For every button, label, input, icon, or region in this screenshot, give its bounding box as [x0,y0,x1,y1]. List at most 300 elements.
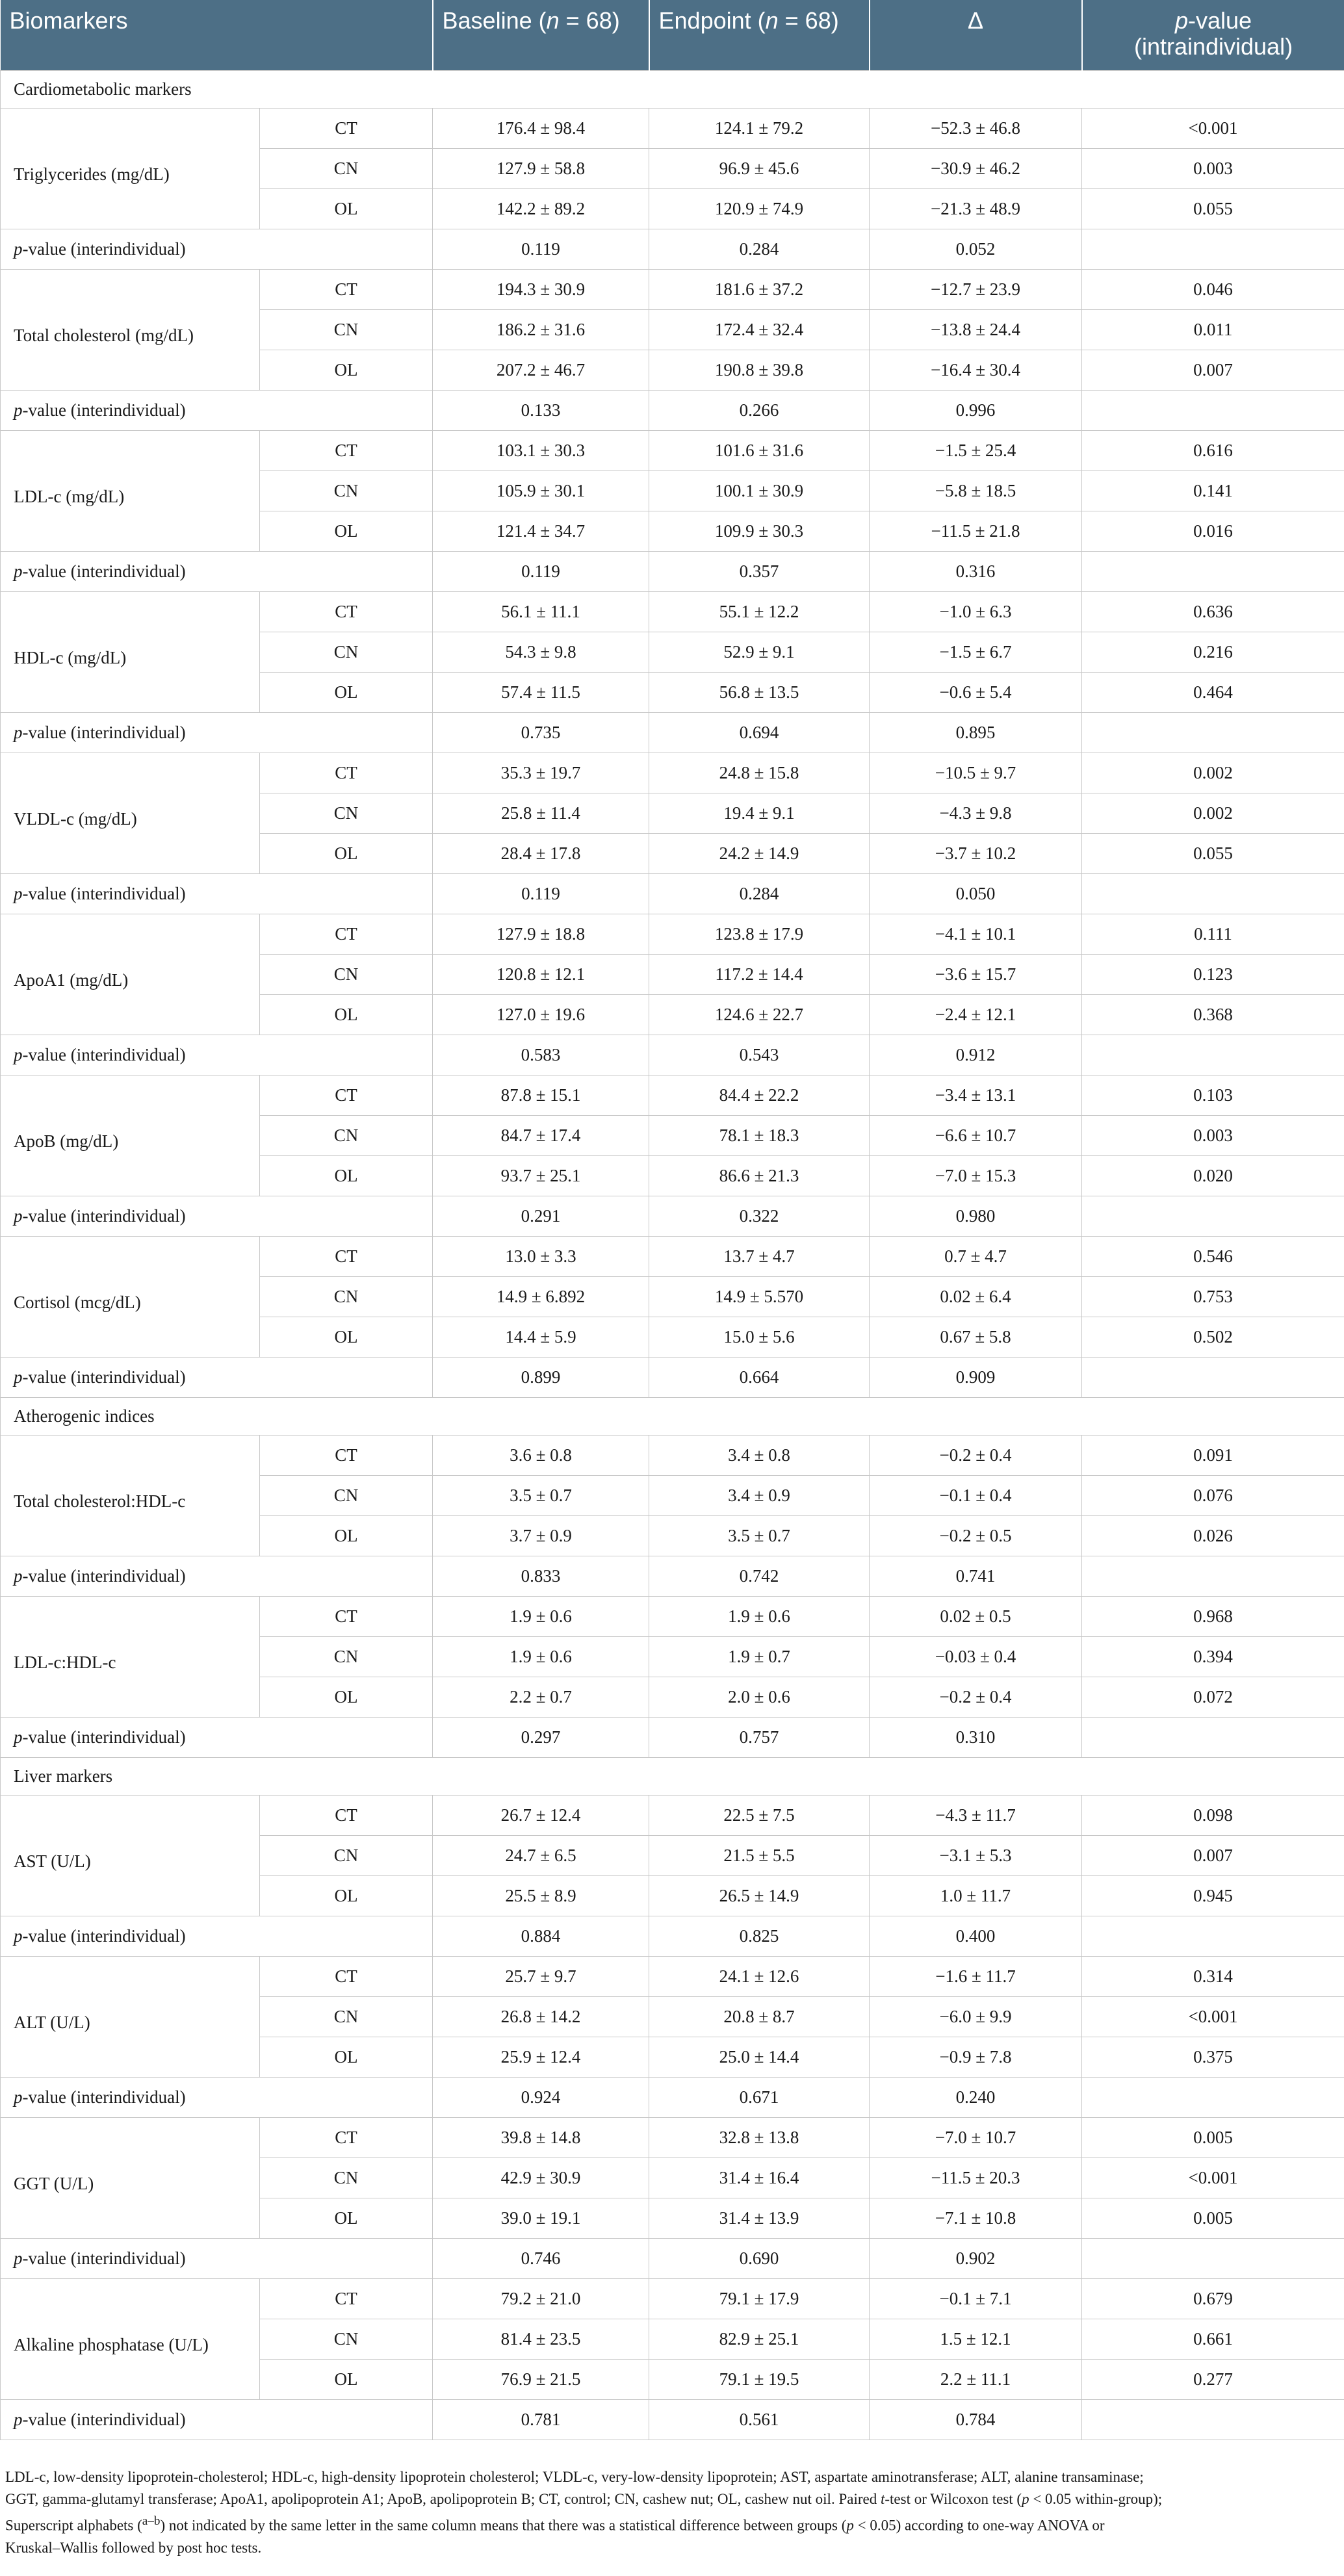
pvalue-inter-empty [1082,551,1344,591]
footnote-line: Superscript alphabets ($^{a-b}$) not indicated by the same letter in the same column means that there was a statistical difference between groups (p < 0.05) according to one-way ANOVA or [5,2514,1105,2534]
pvalue-inter-empty [1082,390,1344,430]
pvalue-inter-text: -value (interindividual) [22,400,186,420]
section-title: Cardiometabolic markers [1,70,1344,108]
group-cell: CN [260,470,433,511]
pvalue-inter-baseline: 0.884 [433,1916,649,1956]
delta-cell: −3.7 ± 10.2 [870,833,1082,873]
pvalue-intra-cell: 0.141 [1082,470,1344,511]
endpoint-cell: 82.9 ± 25.1 [649,2319,870,2359]
baseline-cell: 25.7 ± 9.7 [433,1956,649,1996]
pvalue-inter-baseline: 0.781 [433,2399,649,2440]
table-footnote [0,2466,1325,2559]
pvalue-inter-label [1,390,433,430]
pvalue-inter-text: -value (interindividual) [22,1565,186,1586]
pvalue-inter-row [1,390,1344,430]
baseline-cell: 194.3 ± 30.9 [433,269,649,309]
endpoint-cell: 24.2 ± 14.9 [649,833,870,873]
endpoint-cell: 120.9 ± 74.9 [649,188,870,229]
table-header-row [1,0,1344,70]
pvalue-inter-p: p [14,1727,23,1747]
delta-cell: −7.0 ± 15.3 [870,1155,1082,1196]
pvalue-inter-delta: 0.050 [870,873,1082,914]
delta-cell: −3.1 ± 5.3 [870,1835,1082,1875]
pvalue-inter-empty [1082,1916,1344,1956]
pvalue-inter-baseline: 0.119 [433,873,649,914]
group-cell: CN [260,309,433,350]
pvalue-inter-empty [1082,229,1344,269]
baseline-cell: 176.4 ± 98.4 [433,108,649,148]
pvalue-intra-cell: 0.636 [1082,591,1344,632]
pvalue-inter-empty [1082,1196,1344,1236]
pvalue-inter-empty [1082,1717,1344,1757]
biomarker-name: ApoB (mg/dL) [1,1075,260,1196]
pvalue-intra-cell: 0.098 [1082,1795,1344,1835]
baseline-cell: 186.2 ± 31.6 [433,309,649,350]
footnote-line: LDL-c, low-density lipoprotein-cholesterol; HDL-c, high-density lipoprotein cholesterol; VLDL-c, very-low-density lipoprotein; AST, aspartate aminotransferase; ALT, alanine transaminase; [5,2469,1144,2485]
pvalue-intra-cell: 0.005 [1082,2198,1344,2238]
delta-cell: −1.6 ± 11.7 [870,1956,1082,1996]
pvalue-inter-label [1,1196,433,1236]
group-cell: CN [260,1475,433,1515]
endpoint-cell: 26.5 ± 14.9 [649,1875,870,1916]
pvalue-inter-delta: 0.996 [870,390,1082,430]
section-header-row [1,70,1344,108]
endpoint-cell: 25.0 ± 14.4 [649,2037,870,2077]
pvalue-inter-label [1,1556,433,1596]
pvalue-intra-cell: 0.002 [1082,753,1344,793]
pvalue-inter-label [1,1916,433,1956]
biomarker-name: HDL-c (mg/dL) [1,591,260,712]
group-cell: OL [260,2359,433,2399]
pvalue-inter-text: -value (interindividual) [22,1926,186,1946]
pvalue-inter-text: -value (interindividual) [22,1367,186,1387]
delta-cell: −0.6 ± 5.4 [870,672,1082,712]
pvalue-inter-label [1,2077,433,2117]
pvalue-inter-delta: 0.052 [870,229,1082,269]
table-row [1,269,1344,309]
endpoint-cell: 24.8 ± 15.8 [649,753,870,793]
group-cell: CN [260,2157,433,2198]
header-biomarkers: Biomarkers [1,0,433,70]
endpoint-cell: 24.1 ± 12.6 [649,1956,870,1996]
pvalue-inter-endpoint: 0.322 [649,1196,870,1236]
baseline-cell: 142.2 ± 89.2 [433,188,649,229]
endpoint-cell: 14.9 ± 5.570 [649,1276,870,1317]
pvalue-inter-row [1,2399,1344,2440]
delta-cell: −12.7 ± 23.9 [870,269,1082,309]
pvalue-inter-p: p [14,1565,23,1586]
section-header-row [1,1757,1344,1795]
biomarker-name: Total cholesterol:HDL-c [1,1435,260,1556]
pvalue-intra-cell: 0.055 [1082,833,1344,873]
pvalue-inter-baseline: 0.583 [433,1035,649,1075]
group-cell: CT [260,1075,433,1115]
delta-cell: −0.1 ± 7.1 [870,2278,1082,2319]
baseline-cell: 54.3 ± 9.8 [433,632,649,672]
group-cell: OL [260,2037,433,2077]
group-cell: CN [260,2319,433,2359]
pvalue-inter-empty [1082,2077,1344,2117]
pvalue-intra-cell: 0.011 [1082,309,1344,350]
pvalue-intra-cell: 0.026 [1082,1515,1344,1556]
pvalue-inter-label [1,1717,433,1757]
group-cell: CT [260,430,433,470]
endpoint-cell: 31.4 ± 16.4 [649,2157,870,2198]
biomarker-name: Alkaline phosphatase (U/L) [1,2278,260,2399]
delta-cell: −2.4 ± 12.1 [870,994,1082,1035]
delta-cell: −7.0 ± 10.7 [870,2117,1082,2157]
group-cell: OL [260,350,433,390]
pvalue-inter-delta: 0.316 [870,551,1082,591]
delta-cell: 0.7 ± 4.7 [870,1236,1082,1276]
endpoint-cell: 172.4 ± 32.4 [649,309,870,350]
section-header-row [1,1397,1344,1435]
pvalue-inter-p: p [14,238,23,259]
pvalue-intra-cell: 0.661 [1082,2319,1344,2359]
table-row [1,1956,1344,1996]
table-row [1,430,1344,470]
group-cell: OL [260,672,433,712]
table-row [1,591,1344,632]
delta-cell: −52.3 ± 46.8 [870,108,1082,148]
pvalue-intra-cell: 0.103 [1082,1075,1344,1115]
delta-cell: −3.4 ± 13.1 [870,1075,1082,1115]
baseline-cell: 1.9 ± 0.6 [433,1596,649,1636]
delta-cell: −21.3 ± 48.9 [870,188,1082,229]
baseline-cell: 25.5 ± 8.9 [433,1875,649,1916]
pvalue-inter-p: p [14,722,23,742]
pvalue-inter-endpoint: 0.664 [649,1357,870,1397]
pvalue-inter-label [1,2399,433,2440]
pvalue-inter-text: -value (interindividual) [22,2409,186,2429]
group-cell: CT [260,591,433,632]
group-cell: CN [260,1115,433,1155]
pvalue-inter-endpoint: 0.284 [649,873,870,914]
pvalue-inter-empty [1082,873,1344,914]
pvalue-intra-cell: 0.046 [1082,269,1344,309]
pvalue-inter-label [1,1357,433,1397]
header-baseline: Baseline (n = 68) [433,0,649,70]
endpoint-cell: 109.9 ± 30.3 [649,511,870,551]
delta-cell: −4.1 ± 10.1 [870,914,1082,954]
biomarker-name: LDL-c:HDL-c [1,1596,260,1717]
group-cell: OL [260,1155,433,1196]
endpoint-cell: 3.4 ± 0.8 [649,1435,870,1475]
delta-cell: 1.0 ± 11.7 [870,1875,1082,1916]
group-cell: CN [260,148,433,188]
pvalue-inter-text: -value (interindividual) [22,1727,186,1747]
pvalue-inter-endpoint: 0.690 [649,2238,870,2278]
baseline-cell: 42.9 ± 30.9 [433,2157,649,2198]
pvalue-inter-baseline: 0.746 [433,2238,649,2278]
group-cell: CT [260,108,433,148]
pvalue-inter-baseline: 0.899 [433,1357,649,1397]
delta-cell: −3.6 ± 15.7 [870,954,1082,994]
pvalue-inter-p: p [14,1926,23,1946]
pvalue-inter-row [1,1916,1344,1956]
endpoint-cell: 78.1 ± 18.3 [649,1115,870,1155]
pvalue-inter-row [1,1035,1344,1075]
group-cell: CN [260,632,433,672]
group-cell: CT [260,1795,433,1835]
endpoint-cell: 19.4 ± 9.1 [649,793,870,833]
pvalue-intra-cell: 0.003 [1082,148,1344,188]
delta-cell: 0.02 ± 6.4 [870,1276,1082,1317]
delta-cell: −0.2 ± 0.4 [870,1435,1082,1475]
pvalue-inter-baseline: 0.297 [433,1717,649,1757]
header-pvalue-intra: p-value (intraindividual) [1082,0,1344,70]
group-cell: OL [260,994,433,1035]
pvalue-intra-cell: 0.464 [1082,672,1344,712]
group-cell: CN [260,1636,433,1677]
table-row [1,108,1344,148]
pvalue-inter-row [1,2238,1344,2278]
endpoint-cell: 3.5 ± 0.7 [649,1515,870,1556]
pvalue-inter-delta: 0.400 [870,1916,1082,1956]
biomarker-name: AST (U/L) [1,1795,260,1916]
group-cell: OL [260,1875,433,1916]
delta-cell: −13.8 ± 24.4 [870,309,1082,350]
pvalue-inter-row [1,1196,1344,1236]
table-row [1,1075,1344,1115]
endpoint-cell: 56.8 ± 13.5 [649,672,870,712]
pvalue-inter-p: p [14,1367,23,1387]
pvalue-inter-label [1,551,433,591]
delta-cell: −10.5 ± 9.7 [870,753,1082,793]
endpoint-cell: 55.1 ± 12.2 [649,591,870,632]
pvalue-intra-cell: 0.314 [1082,1956,1344,1996]
pvalue-inter-label [1,873,433,914]
pvalue-intra-cell: 0.007 [1082,350,1344,390]
group-cell: CT [260,1236,433,1276]
endpoint-cell: 101.6 ± 31.6 [649,430,870,470]
footnote-line: Kruskal–Wallis followed by post hoc tests. [5,2539,262,2556]
baseline-cell: 1.9 ± 0.6 [433,1636,649,1677]
pvalue-inter-empty [1082,1035,1344,1075]
group-cell: OL [260,1677,433,1717]
pvalue-inter-row [1,2077,1344,2117]
pvalue-intra-cell: 0.003 [1082,1115,1344,1155]
section-title: Atherogenic indices [1,1397,1344,1435]
pvalue-inter-p: p [14,1205,23,1226]
pvalue-inter-delta: 0.784 [870,2399,1082,2440]
group-cell: OL [260,511,433,551]
baseline-cell: 35.3 ± 19.7 [433,753,649,793]
endpoint-cell: 123.8 ± 17.9 [649,914,870,954]
delta-cell: −0.03 ± 0.4 [870,1636,1082,1677]
pvalue-inter-p: p [14,883,23,903]
pvalue-inter-text: -value (interindividual) [22,883,186,903]
group-cell: CT [260,1596,433,1636]
pvalue-inter-delta: 0.912 [870,1035,1082,1075]
pvalue-intra-cell: 0.055 [1082,188,1344,229]
pvalue-inter-delta: 0.980 [870,1196,1082,1236]
pvalue-inter-p: p [14,2087,23,2107]
pvalue-inter-empty [1082,2238,1344,2278]
delta-cell: 0.67 ± 5.8 [870,1317,1082,1357]
pvalue-inter-delta: 0.902 [870,2238,1082,2278]
baseline-cell: 127.9 ± 18.8 [433,914,649,954]
baseline-cell: 76.9 ± 21.5 [433,2359,649,2399]
table-row [1,1795,1344,1835]
table-row [1,1596,1344,1636]
endpoint-cell: 13.7 ± 4.7 [649,1236,870,1276]
footnote-line: GGT, gamma-glutamyl transferase; ApoA1, apolipoprotein A1; ApoB, apolipoprotein B; CT, control; CN, cashew nut; OL, cashew nut oil. Paired t-test or Wilcoxon test (p < 0.05 within-group); [5,2491,1163,2507]
pvalue-intra-cell: 0.394 [1082,1636,1344,1677]
baseline-cell: 84.7 ± 17.4 [433,1115,649,1155]
delta-cell: 2.2 ± 11.1 [870,2359,1082,2399]
group-cell: CN [260,1276,433,1317]
endpoint-cell: 100.1 ± 30.9 [649,470,870,511]
pvalue-intra-cell: 0.968 [1082,1596,1344,1636]
group-cell: CN [260,1835,433,1875]
pvalue-inter-endpoint: 0.757 [649,1717,870,1757]
baseline-cell: 105.9 ± 30.1 [433,470,649,511]
pvalue-intra-cell: 0.375 [1082,2037,1344,2077]
pvalue-intra-cell: 0.502 [1082,1317,1344,1357]
endpoint-cell: 79.1 ± 17.9 [649,2278,870,2319]
delta-cell: −1.5 ± 25.4 [870,430,1082,470]
delta-cell: −4.3 ± 9.8 [870,793,1082,833]
pvalue-inter-label [1,712,433,753]
pvalue-inter-row [1,712,1344,753]
header-endpoint: Endpoint (n = 68) [649,0,870,70]
delta-cell: −11.5 ± 21.8 [870,511,1082,551]
endpoint-cell: 117.2 ± 14.4 [649,954,870,994]
pvalue-inter-row [1,229,1344,269]
pvalue-intra-cell: 0.016 [1082,511,1344,551]
pvalue-inter-delta: 0.310 [870,1717,1082,1757]
baseline-cell: 56.1 ± 11.1 [433,591,649,632]
baseline-cell: 120.8 ± 12.1 [433,954,649,994]
pvalue-inter-p: p [14,2409,23,2429]
pvalue-intra-cell: 0.072 [1082,1677,1344,1717]
baseline-cell: 103.1 ± 30.3 [433,430,649,470]
pvalue-inter-delta: 0.741 [870,1556,1082,1596]
pvalue-inter-baseline: 0.291 [433,1196,649,1236]
endpoint-cell: 124.6 ± 22.7 [649,994,870,1035]
pvalue-intra-cell: <0.001 [1082,108,1344,148]
endpoint-cell: 15.0 ± 5.6 [649,1317,870,1357]
pvalue-inter-text: -value (interindividual) [22,2248,186,2268]
endpoint-cell: 52.9 ± 9.1 [649,632,870,672]
endpoint-cell: 21.5 ± 5.5 [649,1835,870,1875]
pvalue-inter-text: -value (interindividual) [22,1205,186,1226]
delta-cell: −0.2 ± 0.5 [870,1515,1082,1556]
pvalue-inter-endpoint: 0.671 [649,2077,870,2117]
biomarker-name: Cortisol (mcg/dL) [1,1236,260,1357]
baseline-cell: 87.8 ± 15.1 [433,1075,649,1115]
group-cell: OL [260,188,433,229]
endpoint-cell: 79.1 ± 19.5 [649,2359,870,2399]
group-cell: CN [260,954,433,994]
biomarker-name: Triglycerides (mg/dL) [1,108,260,229]
group-cell: CT [260,914,433,954]
group-cell: CT [260,1435,433,1475]
baseline-cell: 3.7 ± 0.9 [433,1515,649,1556]
group-cell: CT [260,2278,433,2319]
delta-cell: −11.5 ± 20.3 [870,2157,1082,2198]
endpoint-cell: 84.4 ± 22.2 [649,1075,870,1115]
baseline-cell: 39.0 ± 19.1 [433,2198,649,2238]
group-cell: CT [260,1956,433,1996]
group-cell: CT [260,753,433,793]
pvalue-inter-row [1,873,1344,914]
group-cell: OL [260,1515,433,1556]
baseline-cell: 3.6 ± 0.8 [433,1435,649,1475]
pvalue-inter-endpoint: 0.284 [649,229,870,269]
pvalue-inter-endpoint: 0.561 [649,2399,870,2440]
pvalue-intra-cell: 0.005 [1082,2117,1344,2157]
table-row [1,1236,1344,1276]
pvalue-inter-endpoint: 0.357 [649,551,870,591]
pvalue-intra-cell: 0.020 [1082,1155,1344,1196]
pvalue-inter-empty [1082,2399,1344,2440]
group-cell: OL [260,1317,433,1357]
pvalue-intra-cell: 0.368 [1082,994,1344,1035]
endpoint-cell: 86.6 ± 21.3 [649,1155,870,1196]
pvalue-intra-cell: 0.007 [1082,1835,1344,1875]
pvalue-inter-label [1,1035,433,1075]
pvalue-inter-baseline: 0.735 [433,712,649,753]
pvalue-inter-label [1,2238,433,2278]
pvalue-inter-row [1,1357,1344,1397]
pvalue-inter-endpoint: 0.266 [649,390,870,430]
biomarker-name: LDL-c (mg/dL) [1,430,260,551]
delta-cell: −30.9 ± 46.2 [870,148,1082,188]
pvalue-intra-cell: 0.277 [1082,2359,1344,2399]
group-cell: CN [260,1996,433,2037]
delta-cell: −1.0 ± 6.3 [870,591,1082,632]
pvalue-inter-endpoint: 0.694 [649,712,870,753]
group-cell: OL [260,2198,433,2238]
table-row [1,753,1344,793]
baseline-cell: 127.0 ± 19.6 [433,994,649,1035]
baseline-cell: 14.4 ± 5.9 [433,1317,649,1357]
delta-cell: −16.4 ± 30.4 [870,350,1082,390]
delta-cell: −0.9 ± 7.8 [870,2037,1082,2077]
pvalue-inter-row [1,551,1344,591]
pvalue-inter-text: -value (interindividual) [22,2087,186,2107]
endpoint-cell: 96.9 ± 45.6 [649,148,870,188]
biomarker-name: Total cholesterol (mg/dL) [1,269,260,390]
pvalue-intra-cell: 0.002 [1082,793,1344,833]
endpoint-cell: 22.5 ± 7.5 [649,1795,870,1835]
delta-cell: −6.6 ± 10.7 [870,1115,1082,1155]
pvalue-intra-cell: <0.001 [1082,2157,1344,2198]
pvalue-intra-cell: 0.753 [1082,1276,1344,1317]
pvalue-intra-cell: 0.111 [1082,914,1344,954]
delta-cell: −0.2 ± 0.4 [870,1677,1082,1717]
pvalue-inter-baseline: 0.833 [433,1556,649,1596]
pvalue-inter-p: p [14,561,23,581]
pvalue-inter-row [1,1556,1344,1596]
endpoint-cell: 2.0 ± 0.6 [649,1677,870,1717]
header-delta: Δ [870,0,1082,70]
endpoint-cell: 31.4 ± 13.9 [649,2198,870,2238]
baseline-cell: 26.7 ± 12.4 [433,1795,649,1835]
delta-cell: −1.5 ± 6.7 [870,632,1082,672]
section-title: Liver markers [1,1757,1344,1795]
baseline-cell: 127.9 ± 58.8 [433,148,649,188]
delta-cell: −7.1 ± 10.8 [870,2198,1082,2238]
baseline-cell: 2.2 ± 0.7 [433,1677,649,1717]
pvalue-inter-p: p [14,400,23,420]
table-row [1,2117,1344,2157]
pvalue-intra-cell: <0.001 [1082,1996,1344,2037]
endpoint-cell: 32.8 ± 13.8 [649,2117,870,2157]
baseline-cell: 26.8 ± 14.2 [433,1996,649,2037]
